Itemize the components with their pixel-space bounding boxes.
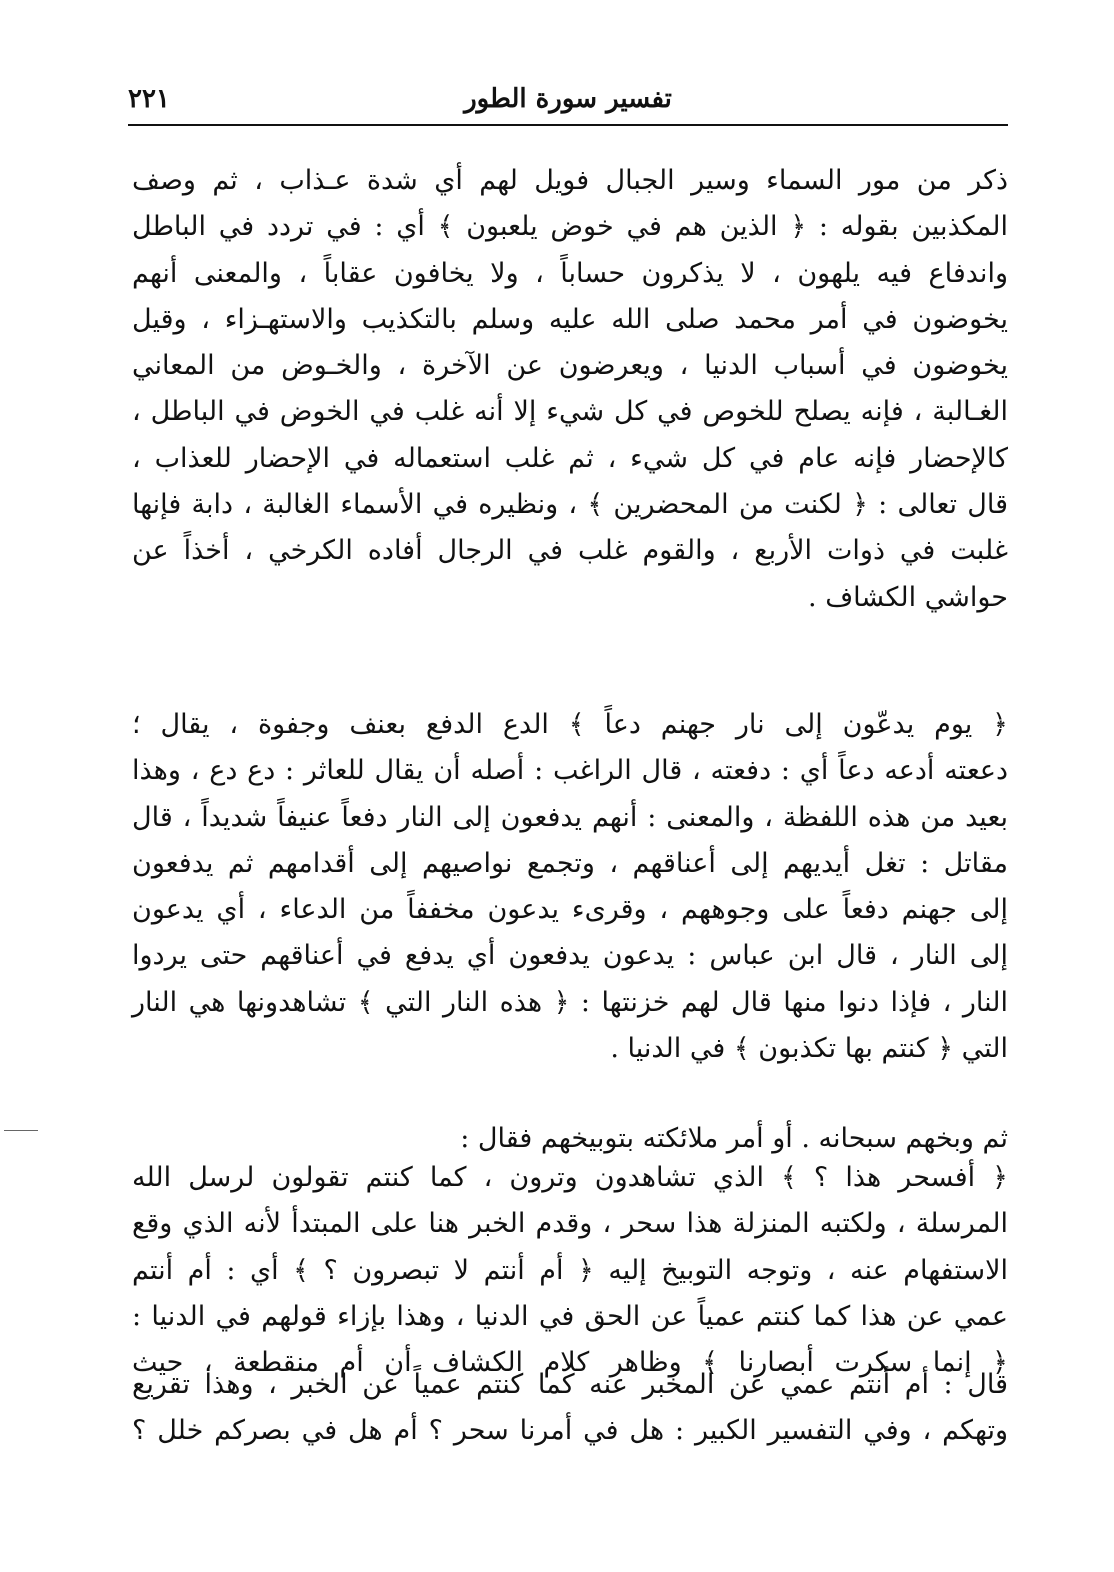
text-line: المكذبين بقوله : ﴿ الذين هم في خوض يلعبون ﴾ أي : في تردد في الباطل [132,211,1008,243]
page-number: ٢٢١ [128,84,170,114]
running-title: تفسير سورة الطور [464,84,672,114]
text-line: عمي عن هذا كما كنتم عمياً عن الحق في الدنيا ، وهذا بإزاء قولهم في الدنيا : [132,1300,1008,1332]
text-line: يخوضون في أمر محمد صلى الله عليه وسلم بالتكذيب والاستهـزاء ، وقيل [132,303,1008,335]
text-line: الاستفهام عنه ، وتوجه التوبيخ إليه ﴿ أم أنتم لا تبصرون ؟ ﴾ أي : أم أنتم [132,1254,1008,1286]
text-line: ﴿ أفسحر هذا ؟ ﴾ الذي تشاهدون وترون ، كما كنتم تقولون لرسل الله [132,1162,1008,1193]
text-line: ذكر من مور السماء وسير الجبال فويل لهم أي شدة عـذاب ، ثم وصف [132,165,1008,196]
page-header [128,78,1008,120]
text-line: المرسلة ، ولكتبه المنزلة هذا سحر ، وقدم الخبر هنا على المبتدأ لأنه الذي وقع [132,1208,1008,1240]
text-line: الغـالبة ، فإنه يصلح للخوص في كل شيء إلا أنه غلب في الخوض في الباطل ، [132,396,1008,428]
text-line: واندفاع فيه يلهون ، لا يذكرون حساباً ، ولا يخافون عقاباً ، والمعنى أنهم [132,257,1008,289]
text-line: حواشي الكشاف . [808,581,1008,613]
text-line: ﴿ يوم يدعّون إلى نار جهنم دعاً ﴾ الدع الدفع بعنف وجفوة ، يقال ؛ [132,709,1008,740]
text-line: وتهكم ، وفي التفسير الكبير : هل في أمرنا سحر ؟ أم هل في بصركم خلل ؟ [132,1415,1008,1447]
paragraph-4 [132,1155,1008,1386]
text-line: إلى النار ، قال ابن عباس : يدعون يدفعون أي يدفع في أعناقهم حتى يردوا [132,940,1008,972]
text-line: النار ، فإذا دنوا منها قال لهم خزنتها : ﴿ هذه النار التي ﴾ تشاهدونها هي النار [132,986,1008,1018]
paragraph-2 [132,702,1008,1072]
text-line: ثم وبخهم سبحانه . أو أمر ملائكته بتوبيخهم فقال : [460,1123,1008,1154]
text-line: قال تعالى : ﴿ لكنت من المحضرين ﴾ ، ونظيره في الأسماء الغالبة ، دابة فإنها [132,489,1008,521]
text-line: قال : أم أنتم عمي عن المخبر عنه كما كنتم عمياً عن الخبر ، وهذا تقريع [132,1369,1008,1400]
text-line: إلى جهنم دفعاً على وجوههم ، وقرىء يدعون مخففاً من الدعاء ، أي يدعون [132,894,1008,926]
text-line: التي ﴿ كنتم بها تكذبون ﴾ في الدنيا . [610,1033,1008,1065]
header-divider [128,124,1008,126]
paragraph-5 [132,1362,1008,1455]
paragraph-1 [132,158,1008,621]
text-line: مقاتل : تغل أيديهم إلى أعناقهم ، وتجمع نواصيهم إلى أقدامهم ثم يدفعون [132,847,1008,879]
text-line: بعيد من هذه اللفظة ، والمعنى : أنهم يدفعون إلى النار دفعاً عنيفاً شديداً ، قال [132,801,1008,833]
text-line: غلبت في ذوات الأربع ، والقوم غلب في الرجال أفاده الكرخي ، أخذاً عن [132,535,1008,567]
text-line: يخوضون في أسباب الدنيا ، ويعرضون عن الآخرة ، والخـوض من المعاني [132,350,1009,382]
text-line: كالإحضار فإنه عام في كل شيء ، ثم غلب استعماله في الإحضار للعذاب ، [132,442,1008,474]
text-line: ﴿ إنما سكرت أبصارنا ﴾ وظاهر كلام الكشاف أن أم منقطعة ، حيث [132,1347,1008,1379]
text-line: دععته أدعه دعاً أي : دفعته ، قال الراغب : أصله أن يقال للعاثر : دع دع ، وهذا [132,755,1008,787]
margin-mark [4,1130,38,1131]
